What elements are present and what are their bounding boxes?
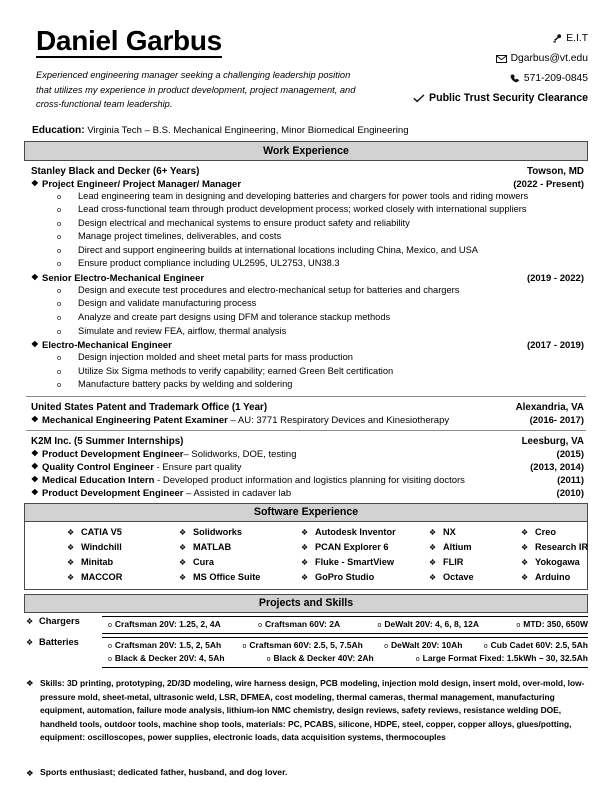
contact-email[interactable]: [373, 54, 588, 65]
job-role-title: ❖ Mechanical Engineering Patent Examiner – AU: 3771 Respiratory Devices and Kinesiotherapy: [31, 413, 450, 426]
diamond-bullet-icon: ❖: [301, 543, 309, 553]
circle-bullet-icon: o: [483, 642, 488, 650]
job-role-date: (2011): [557, 474, 584, 486]
diamond-bullet-icon: ❖: [31, 447, 39, 458]
diamond-bullet-icon: ❖: [429, 558, 437, 568]
resume-header: [24, 26, 588, 111]
circle-bullet-icon: o: [108, 656, 112, 664]
job-bullet: o Design injection molded and sheet metal parts for mass production: [78, 351, 586, 365]
job-role-date: (2022 - Present): [513, 178, 584, 190]
diamond-bullet-icon: ❖: [31, 271, 39, 282]
software-item: ❖ MACCOR: [67, 570, 179, 585]
software-item: ❖ CATIA V5: [67, 525, 179, 540]
circle-bullet-icon: o: [57, 299, 62, 309]
job-role-detail: - Ensure part quality: [153, 461, 242, 473]
section-header-projects: Projects and Skills: [24, 594, 588, 614]
circle-bullet-icon: o: [57, 285, 62, 295]
circle-bullet-icon: o: [57, 380, 62, 390]
job-role-row: [31, 486, 586, 499]
diamond-bullet-icon: ❖: [31, 460, 39, 471]
job-role-row: [31, 413, 586, 426]
project-item: o Craftsman 20V: 1.5, 2, 5Ah: [108, 639, 222, 650]
job-role-title: ❖ Electro-Mechanical Engineer: [31, 339, 172, 352]
contact-phone-text: 571-209-0845: [523, 72, 588, 84]
contact-clearance: [373, 93, 588, 104]
project-item: o Black & Decker 20V: 4, 5Ah: [108, 653, 225, 664]
software-item: ❖ GoPro Studio: [301, 570, 429, 585]
software-item: ❖ Research IR: [521, 540, 612, 555]
contact-block: [373, 26, 588, 105]
diamond-bullet-icon: ❖: [26, 677, 34, 688]
phone-icon: [510, 74, 520, 84]
skills-block: [24, 668, 588, 745]
job-role-date: (2017 - 2019): [526, 340, 584, 352]
project-row: [24, 634, 588, 668]
circle-bullet-icon: o: [108, 622, 112, 630]
circle-bullet-icon: o: [57, 205, 62, 215]
diamond-bullet-icon: ❖: [179, 543, 187, 553]
circle-bullet-icon: o: [57, 353, 62, 363]
software-item: ❖ MS Office Suite: [179, 570, 301, 585]
job-role-date: (2010): [556, 487, 584, 499]
circle-bullet-icon: o: [258, 622, 262, 630]
diamond-bullet-icon: ❖: [301, 528, 309, 538]
diamond-bullet-icon: ❖: [26, 617, 34, 627]
job-company-row: [26, 164, 586, 177]
job-bullet: o Simulate and review FEA, airflow, thermal analysis: [78, 325, 586, 339]
job-role-date: (2015): [556, 448, 584, 460]
job-role-title: ❖ Medical Education Intern - Developed product information and logistics planning for visiting doctors: [31, 473, 465, 486]
project-item: o Craftsman 20V: 1.25, 2, 4A: [108, 619, 221, 630]
job-role-detail: – Assisted in cadaver lab: [183, 487, 292, 499]
job-role-title: ❖ Product Development Engineer– Solidworks, DOE, testing: [31, 447, 297, 460]
job-bullet: o Ensure product compliance including UL2595, UL2753, UN38.3: [78, 257, 586, 271]
software-item: ❖ NX: [429, 525, 521, 540]
diamond-bullet-icon: ❖: [26, 637, 34, 647]
circle-bullet-icon: o: [57, 191, 62, 201]
circle-bullet-icon: o: [384, 642, 388, 650]
job-role-detail: – Solidworks, DOE, testing: [183, 448, 297, 460]
job-role-title: ❖ Project Engineer/ Project Manager/ Manager: [31, 177, 242, 190]
software-item: ❖ Windchill: [67, 540, 179, 555]
circle-bullet-icon: o: [242, 642, 247, 650]
credential-pin-icon: [553, 34, 562, 44]
contact-phone[interactable]: [373, 74, 588, 85]
project-items: [102, 616, 588, 634]
job-role-date: (2016- 2017): [529, 414, 584, 426]
job-role-row: [31, 177, 586, 190]
job-bullet: o Analyze and create part designs using DFM and tolerance stackup methods: [78, 311, 586, 325]
diamond-bullet-icon: ❖: [67, 558, 75, 568]
diamond-bullet-icon: ❖: [31, 413, 39, 424]
personal-block: [24, 745, 588, 778]
job-company-name: Stanley Black and Decker (6+ Years): [31, 165, 200, 177]
job-location: Towson, MD: [527, 165, 584, 177]
section-header-work: Work Experience: [24, 141, 588, 161]
job-bullet: o Lead engineering team in designing and developing batteries and chargers for power tools and riding mowers: [78, 190, 586, 204]
software-item: ❖ Autodesk Inventor: [301, 525, 429, 540]
objective-statement: Experienced engineering manager seeking a challenging leadership position that utilizes my experience in product development, project management, and cross-functional team leadership.: [36, 70, 356, 109]
project-item-line: [102, 618, 588, 632]
diamond-bullet-icon: ❖: [301, 558, 309, 568]
software-item: ❖ Cura: [179, 555, 301, 570]
job-bullet: o Lead cross-functional team through product development process; worked closely with international suppliers: [78, 203, 586, 217]
job-bullet: o Design and execute test procedures and electro-mechanical setup for batteries and chargers: [78, 284, 586, 298]
job-role-row: [31, 447, 586, 460]
job-bullet-list: [26, 284, 586, 338]
job-role-row: [31, 460, 586, 473]
job-company-row: [26, 400, 586, 413]
software-experience-panel: [24, 522, 588, 590]
circle-bullet-icon: o: [57, 313, 62, 322]
job-bullet-list: [26, 351, 586, 392]
job-role-row: [31, 338, 586, 352]
software-item: ❖ Fluke - SmartView: [301, 555, 429, 570]
project-item: o MTD: 350, 650W: [516, 619, 588, 630]
software-item: ❖ Creo: [521, 525, 612, 540]
project-item-line: [102, 652, 588, 666]
contact-clearance-text: Public Trust Security Clearance: [429, 92, 588, 105]
contact-credential: [373, 34, 588, 45]
job-role-title: ❖ Senior Electro-Mechanical Engineer: [31, 271, 205, 284]
diamond-bullet-icon: ❖: [521, 528, 529, 538]
project-item: o DeWalt 20V: 4, 6, 8, 12A: [377, 619, 480, 630]
diamond-bullet-icon: ❖: [67, 528, 75, 538]
job-role-detail: – AU: 3771 Respiratory Devices and Kinesiotherapy: [227, 414, 450, 426]
software-item: ❖ Arduino: [521, 570, 612, 585]
software-item: ❖ FLIR: [429, 555, 521, 570]
job-role-row: [31, 473, 586, 486]
project-items: [102, 637, 588, 668]
diamond-bullet-icon: ❖: [31, 473, 39, 484]
software-item: ❖ PCAN Explorer 6: [301, 540, 429, 555]
skills-paragraph: Skills: 3D printing, prototyping, 2D/3D modeling, wire harness design, PCB modeling, injection mold design, insert mold, over-mold, low-pressure mold, sheet-metal, ultrasonic weld, LSR, DFMEA, cost modeling, thermal cameras, thermal management, manufacturing equipment, automation, failure mode analysis, lithium-ion NMC chemistry, design reviews, safety reviews, resistance welding DOE, handheld tools, outdoor tools, machine shop tools, materials: PC, PCABS, silicone, HDPE, steel, copper, copper alloys, glues/potting, equipment: oscilloscopes, power supplies, electronic loads, data acquisition systems, thermocouples: [40, 677, 585, 743]
circle-bullet-icon: o: [266, 656, 271, 664]
diamond-bullet-icon: ❖: [67, 573, 75, 583]
job-role-row: [31, 271, 586, 284]
job-bullet: o Utilize Six Sigma methods to verify capability; earned Green Belt certification: [78, 365, 586, 379]
circle-bullet-icon: o: [57, 218, 62, 228]
project-item-line: [102, 639, 588, 653]
diamond-bullet-icon: ❖: [429, 573, 437, 583]
job-bullet: o Direct and support engineering builds at international locations including China, Mexico, and USA: [78, 244, 586, 258]
diamond-bullet-icon: ❖: [521, 543, 529, 553]
software-item: ❖ Yokogawa: [521, 555, 612, 570]
circle-bullet-icon: o: [377, 622, 382, 630]
project-item: o Cub Cadet 60V: 2.5, 5Ah: [483, 639, 588, 650]
software-grid: [25, 525, 587, 585]
job-role-date: (2019 - 2022): [526, 272, 584, 284]
job-role-detail: - Developed product information and logistics planning for visiting doctors: [154, 474, 465, 486]
header-left: [24, 26, 373, 111]
job-bullet: o Manufacture battery packs by welding and soldering: [78, 378, 586, 392]
contact-credential-text: E.I.T: [566, 33, 588, 44]
job-bullet: o Design electrical and mechanical systems to ensure product safety and reliability: [78, 217, 586, 231]
circle-bullet-icon: o: [516, 622, 521, 630]
job-role-title: ❖ Product Development Engineer – Assisted in cadaver lab: [31, 486, 292, 499]
job-bullet-list: [26, 190, 586, 271]
job-block: [26, 161, 586, 392]
software-item: ❖ MATLAB: [179, 540, 301, 555]
projects-list: [24, 613, 588, 668]
job-role-title: ❖ Quality Control Engineer - Ensure part quality: [31, 460, 242, 473]
circle-bullet-icon: o: [57, 259, 62, 269]
project-label: ❖ Chargers: [26, 616, 80, 627]
job-company-row: [26, 434, 586, 447]
circle-bullet-icon: o: [57, 245, 62, 255]
envelope-icon: [496, 55, 507, 63]
diamond-bullet-icon: ❖: [521, 573, 529, 583]
circle-bullet-icon: o: [415, 656, 420, 664]
job-role-date: (2013, 2014): [530, 461, 584, 473]
diamond-bullet-icon: ❖: [31, 486, 39, 497]
diamond-bullet-icon: ❖: [179, 573, 187, 583]
diamond-bullet-icon: ❖: [179, 528, 187, 538]
circle-bullet-icon: o: [108, 642, 112, 650]
work-experience-list: [24, 161, 588, 499]
project-row: [24, 613, 588, 634]
software-item: ❖ Octave: [429, 570, 521, 585]
diamond-bullet-icon: ❖: [31, 177, 39, 188]
section-header-software: Software Experience: [24, 503, 588, 523]
diamond-bullet-icon: ❖: [67, 543, 75, 553]
circle-bullet-icon: o: [57, 366, 62, 376]
diamond-bullet-icon: ❖: [26, 767, 34, 778]
personal-line: Sports enthusiast; dedicated father, husband, and dog lover.: [40, 766, 288, 777]
job-block: [26, 397, 586, 426]
checkmark-icon: [413, 94, 425, 103]
project-item: o Large Format Fixed: 1.5kWh – 30, 32.5Ah: [415, 653, 588, 664]
contact-email-text: Dgarbus@vt.edu: [510, 52, 588, 64]
education-value: Virginia Tech – B.S. Mechanical Engineering, Minor Biomedical Engineering: [87, 124, 409, 136]
software-item: ❖ Solidworks: [179, 525, 301, 540]
circle-bullet-icon: o: [57, 326, 62, 336]
project-label: ❖ Batteries: [26, 636, 79, 647]
project-item: o Craftsman 60V: 2A: [258, 619, 341, 630]
diamond-bullet-icon: ❖: [31, 339, 39, 350]
job-bullet: o Manage project timelines, deliverables, and costs: [78, 230, 586, 244]
diamond-bullet-icon: ❖: [521, 558, 529, 568]
education-label: Education:: [32, 124, 85, 136]
diamond-bullet-icon: ❖: [429, 543, 437, 553]
project-item: o Craftsman 60V: 2.5, 5, 7.5Ah: [242, 639, 363, 650]
diamond-bullet-icon: ❖: [179, 558, 187, 568]
job-bullet: o Design and validate manufacturing process: [78, 297, 586, 311]
job-block: [26, 431, 586, 499]
software-item: ❖ Altium: [429, 540, 521, 555]
project-item: o Black & Decker 40V: 2Ah: [266, 653, 374, 664]
job-company-name: K2M Inc. (5 Summer Internships): [31, 435, 184, 447]
diamond-bullet-icon: ❖: [301, 573, 309, 583]
job-company-name: United States Patent and Trademark Office (1 Year): [31, 401, 268, 413]
job-location: Leesburg, VA: [521, 435, 584, 447]
project-item: o DeWalt 20V: 10Ah: [384, 639, 463, 650]
page-title: Daniel Garbus: [36, 26, 222, 58]
job-location: Alexandria, VA: [515, 401, 584, 413]
software-item: ❖ Minitab: [67, 555, 179, 570]
education-row: [24, 125, 588, 137]
diamond-bullet-icon: ❖: [429, 528, 437, 538]
circle-bullet-icon: o: [57, 232, 62, 242]
